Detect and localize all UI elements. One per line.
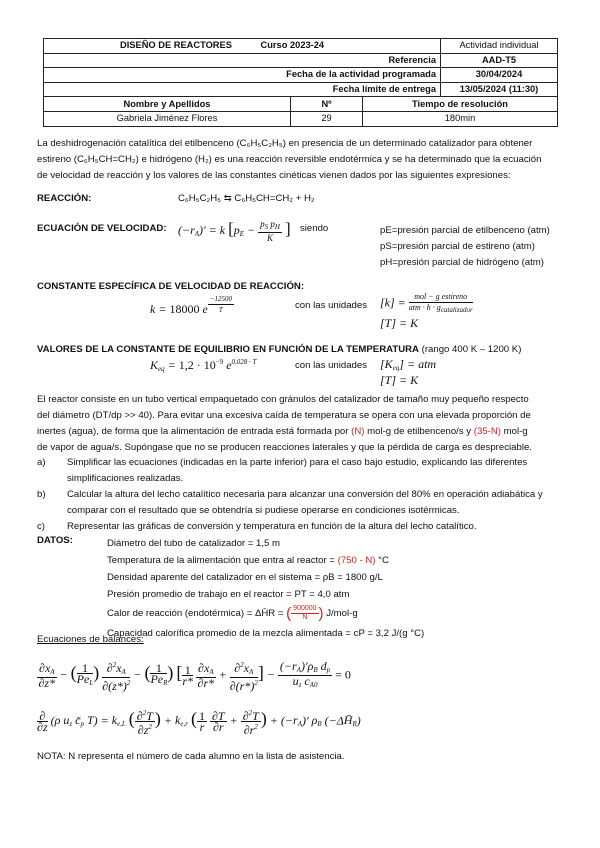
k-exp-num: 12500 bbox=[214, 295, 232, 303]
intro-paragraph bbox=[37, 136, 563, 184]
k-units: [k] = $\frac{\text{mol − g estireno}}{\text{atm · h · gcatalizador}}$ bbox=[380, 292, 473, 314]
reaction-label: REACCIÓN: bbox=[37, 193, 92, 204]
task-c: c) Representar las gráficas de conversión y temperatura en función de la altura del lecho catalítico. bbox=[37, 521, 477, 532]
k-equation: k = 18000 e $^{\frac{-12500}{T}}$ bbox=[150, 295, 232, 317]
intro-line: estireno (C₆H₅CH=CH₂) e hidrógeno (H₂) es una reacción reversible endotérmica y se ha determinado que la ecuación bbox=[37, 154, 542, 165]
scheduled-value: 30/04/2024 bbox=[441, 68, 558, 83]
keq-label: VALORES DE LA CONSTANTE DE EQUILIBRIO EN FUNCIÓN DE LA TEMPERATURA bbox=[37, 344, 419, 355]
col-num: Nº bbox=[291, 97, 363, 112]
keq-expr-exp: −9 bbox=[215, 358, 224, 366]
pe-definition: pE=presión parcial de etilbenceno (atm) bbox=[380, 225, 550, 236]
energy-balance-equation: $\frac{\partial}{\partial z}$ (ρ $u_z$ $c̄_p$ $T) = k_{e,L}$ ( $\frac{\partial^2T}{\partial z^2}$ ) + $k_{e,r}$ ( $\frac{1}{r}$ $\frac{\partial T}{\partial r}$ + $\frac{\partial^2T}{\partial r^2}$ ) + $(-r_A)'$ $\rho_B$ $(-\Delta H̄_R)$ bbox=[37, 708, 361, 737]
header-table bbox=[43, 38, 558, 127]
body-line: inertes (agua), de forma que la alimentación de entrada está formada por (N) mol-g de etilbenceno/s y (35-N) mol-g bbox=[37, 426, 528, 437]
activity-type: Actividad individual bbox=[441, 39, 558, 54]
k-coef: 18000 bbox=[169, 302, 200, 317]
task-b: b) Calcular la altura del lecho catalítico necesaria para alcanzar una conversión del 80% en operación adiabática y comparar con el resultado que se obtendría si pudiese operarse en condiciones isotérmicas. bbox=[37, 489, 543, 516]
body-line: El reactor consiste en un tubo vertical empaquetado con gránulos del catalizador de tamaño muy pequeño respecto bbox=[37, 394, 529, 405]
keq-expr: 1,2 · 10 bbox=[178, 358, 216, 372]
note-text: NOTA: N representa el número de cada alumno en la lista de asistencia. bbox=[37, 751, 345, 762]
course-year: Curso 2023-24 bbox=[260, 40, 325, 51]
dato-heat: Calor de reacción (endotérmica) = ΔH̄R = ( $\frac{900000}{N}$ ) J/mol-g bbox=[107, 604, 358, 622]
body-line: del diámetro (DT/dp >> 40). Para evitar una excesiva caída de temperatura se opera con una elevada proporción de bbox=[37, 410, 531, 421]
k-units-text: con las unidades bbox=[295, 300, 368, 311]
siendo-text: siendo bbox=[300, 223, 329, 234]
eq1-rhs: = 0 bbox=[335, 667, 351, 682]
dato-heat-capacity: Capacidad calorífica promedio de la mezcla alimentada = cP = 3,2 J/(g °C) bbox=[107, 628, 425, 639]
k-unit-den-sub: catalizador bbox=[440, 306, 473, 314]
student-name: Gabriela Jiménez Flores bbox=[44, 111, 291, 126]
task-list bbox=[37, 455, 563, 535]
reference-label: Referencia bbox=[44, 53, 441, 68]
keq-units-text: con las unidades bbox=[295, 360, 368, 371]
col-time: Tiempo de resolución bbox=[363, 97, 558, 112]
course-cell bbox=[44, 39, 441, 54]
k-unit-den: atm · h · g bbox=[408, 303, 441, 312]
keq-units: $[K_{eq}]$ = atm bbox=[380, 357, 437, 372]
ps-definition: pS=presión parcial de estireno (atm) bbox=[380, 241, 535, 252]
keq-equation: $K_{eq} = 1,2 \cdot 10^{-9}$ $e^{0,028 \cdot T}$ bbox=[150, 358, 257, 373]
feed-35-n: (35-N) bbox=[473, 426, 501, 437]
student-num: 29 bbox=[291, 111, 363, 126]
k-unit-num: mol − g estireno bbox=[409, 292, 473, 303]
task-a: a) Simplificar las ecuaciones (indicadas en la parte inferior) para el caso bajo estudio, explicando las diferentes simplificaciones realizadas. bbox=[37, 457, 528, 484]
col-name: Nombre y Apellidos bbox=[44, 97, 291, 112]
k-label: CONSTANTE ESPECÍFICA DE VELOCIDAD DE REACCIÓN: bbox=[37, 281, 305, 292]
dato-pressure: Presión promedio de trabajo en el reactor = PT = 4,0 atm bbox=[107, 589, 350, 600]
course-title: DISEÑO DE REACTORES bbox=[120, 40, 232, 51]
mass-balance-equation: $\frac{\partial x_A}{\partial z*}$ − ( $\frac{1}{Pe_L}$ ) $\frac{\partial^2x_A}{\partial(z*)^2}$ − ( $\frac{1}{Pe_R}$ ) [ $\frac{1}{r*}$ $\frac{\partial x_A}{\partial r*}$ + $\frac{\partial^2x_A}{\partial(r*)^2}$ ] − $\frac{(-r_A)'\rho_B d_p}{u_z c_{A0}}$ = 0 bbox=[38, 659, 351, 693]
keq-range: (rango 400 K – 1200 K) bbox=[418, 344, 522, 355]
partial-pressures bbox=[380, 223, 550, 271]
deadline-value: 13/05/2024 (11:30) bbox=[441, 82, 558, 97]
t-unit: [T] = K bbox=[380, 316, 419, 330]
rate-label: ECUACIÓN DE VELOCIDAD: bbox=[37, 223, 167, 234]
keq-heading bbox=[37, 344, 521, 355]
datos-list bbox=[107, 535, 424, 642]
deadline-label: Fecha límite de entrega bbox=[44, 82, 441, 97]
scheduled-label: Fecha de la actividad programada bbox=[44, 68, 441, 83]
intro-line: La deshidrogenación catalítica del etilbenceno (C₆H₅C₂H₅) en presencia de un determinado catalizador para obtener bbox=[37, 138, 533, 149]
keq-t-unit: [T] = K bbox=[380, 373, 419, 387]
dato-diameter: Diámetro del tubo de catalizador = 1,5 m bbox=[107, 538, 281, 549]
body-line: de vapor de agua/s. Supóngase que no se producen reacciones laterales y que la pérdida de carga es despreciable. bbox=[37, 442, 532, 453]
balances-label: Ecuaciones de balances: bbox=[37, 634, 144, 645]
dato-feed-temp: Temperatura de la alimentación que entra al reactor = (750 - N) °C bbox=[107, 555, 389, 566]
intro-line: de velocidad de reacción y los valores de las constantes cinéticas vienen dados por las siguientes expresiones: bbox=[37, 170, 511, 181]
rate-equation: $(-r_A)' = k$ [$p_E$ − $\frac{p_S p_H}{K}$ ] bbox=[178, 219, 291, 244]
reactor-paragraph bbox=[37, 392, 563, 456]
reference-value: AAD-T5 bbox=[441, 53, 558, 68]
ph-definition: pH=presión parcial de hidrógeno (atm) bbox=[380, 257, 544, 268]
feed-n: (N) bbox=[351, 426, 365, 437]
student-time: 180min bbox=[363, 111, 558, 126]
dato-density: Densidad aparente del catalizador en el sistema = ρB = 1800 g/L bbox=[107, 572, 383, 583]
keq-expo: 0,028 · T bbox=[231, 358, 257, 366]
reaction-equation: C₆H₅C₂H₅ ⇆ C₆H₅CH=CH₂ + H₂ bbox=[178, 193, 315, 204]
datos-label: DATOS: bbox=[37, 535, 73, 546]
